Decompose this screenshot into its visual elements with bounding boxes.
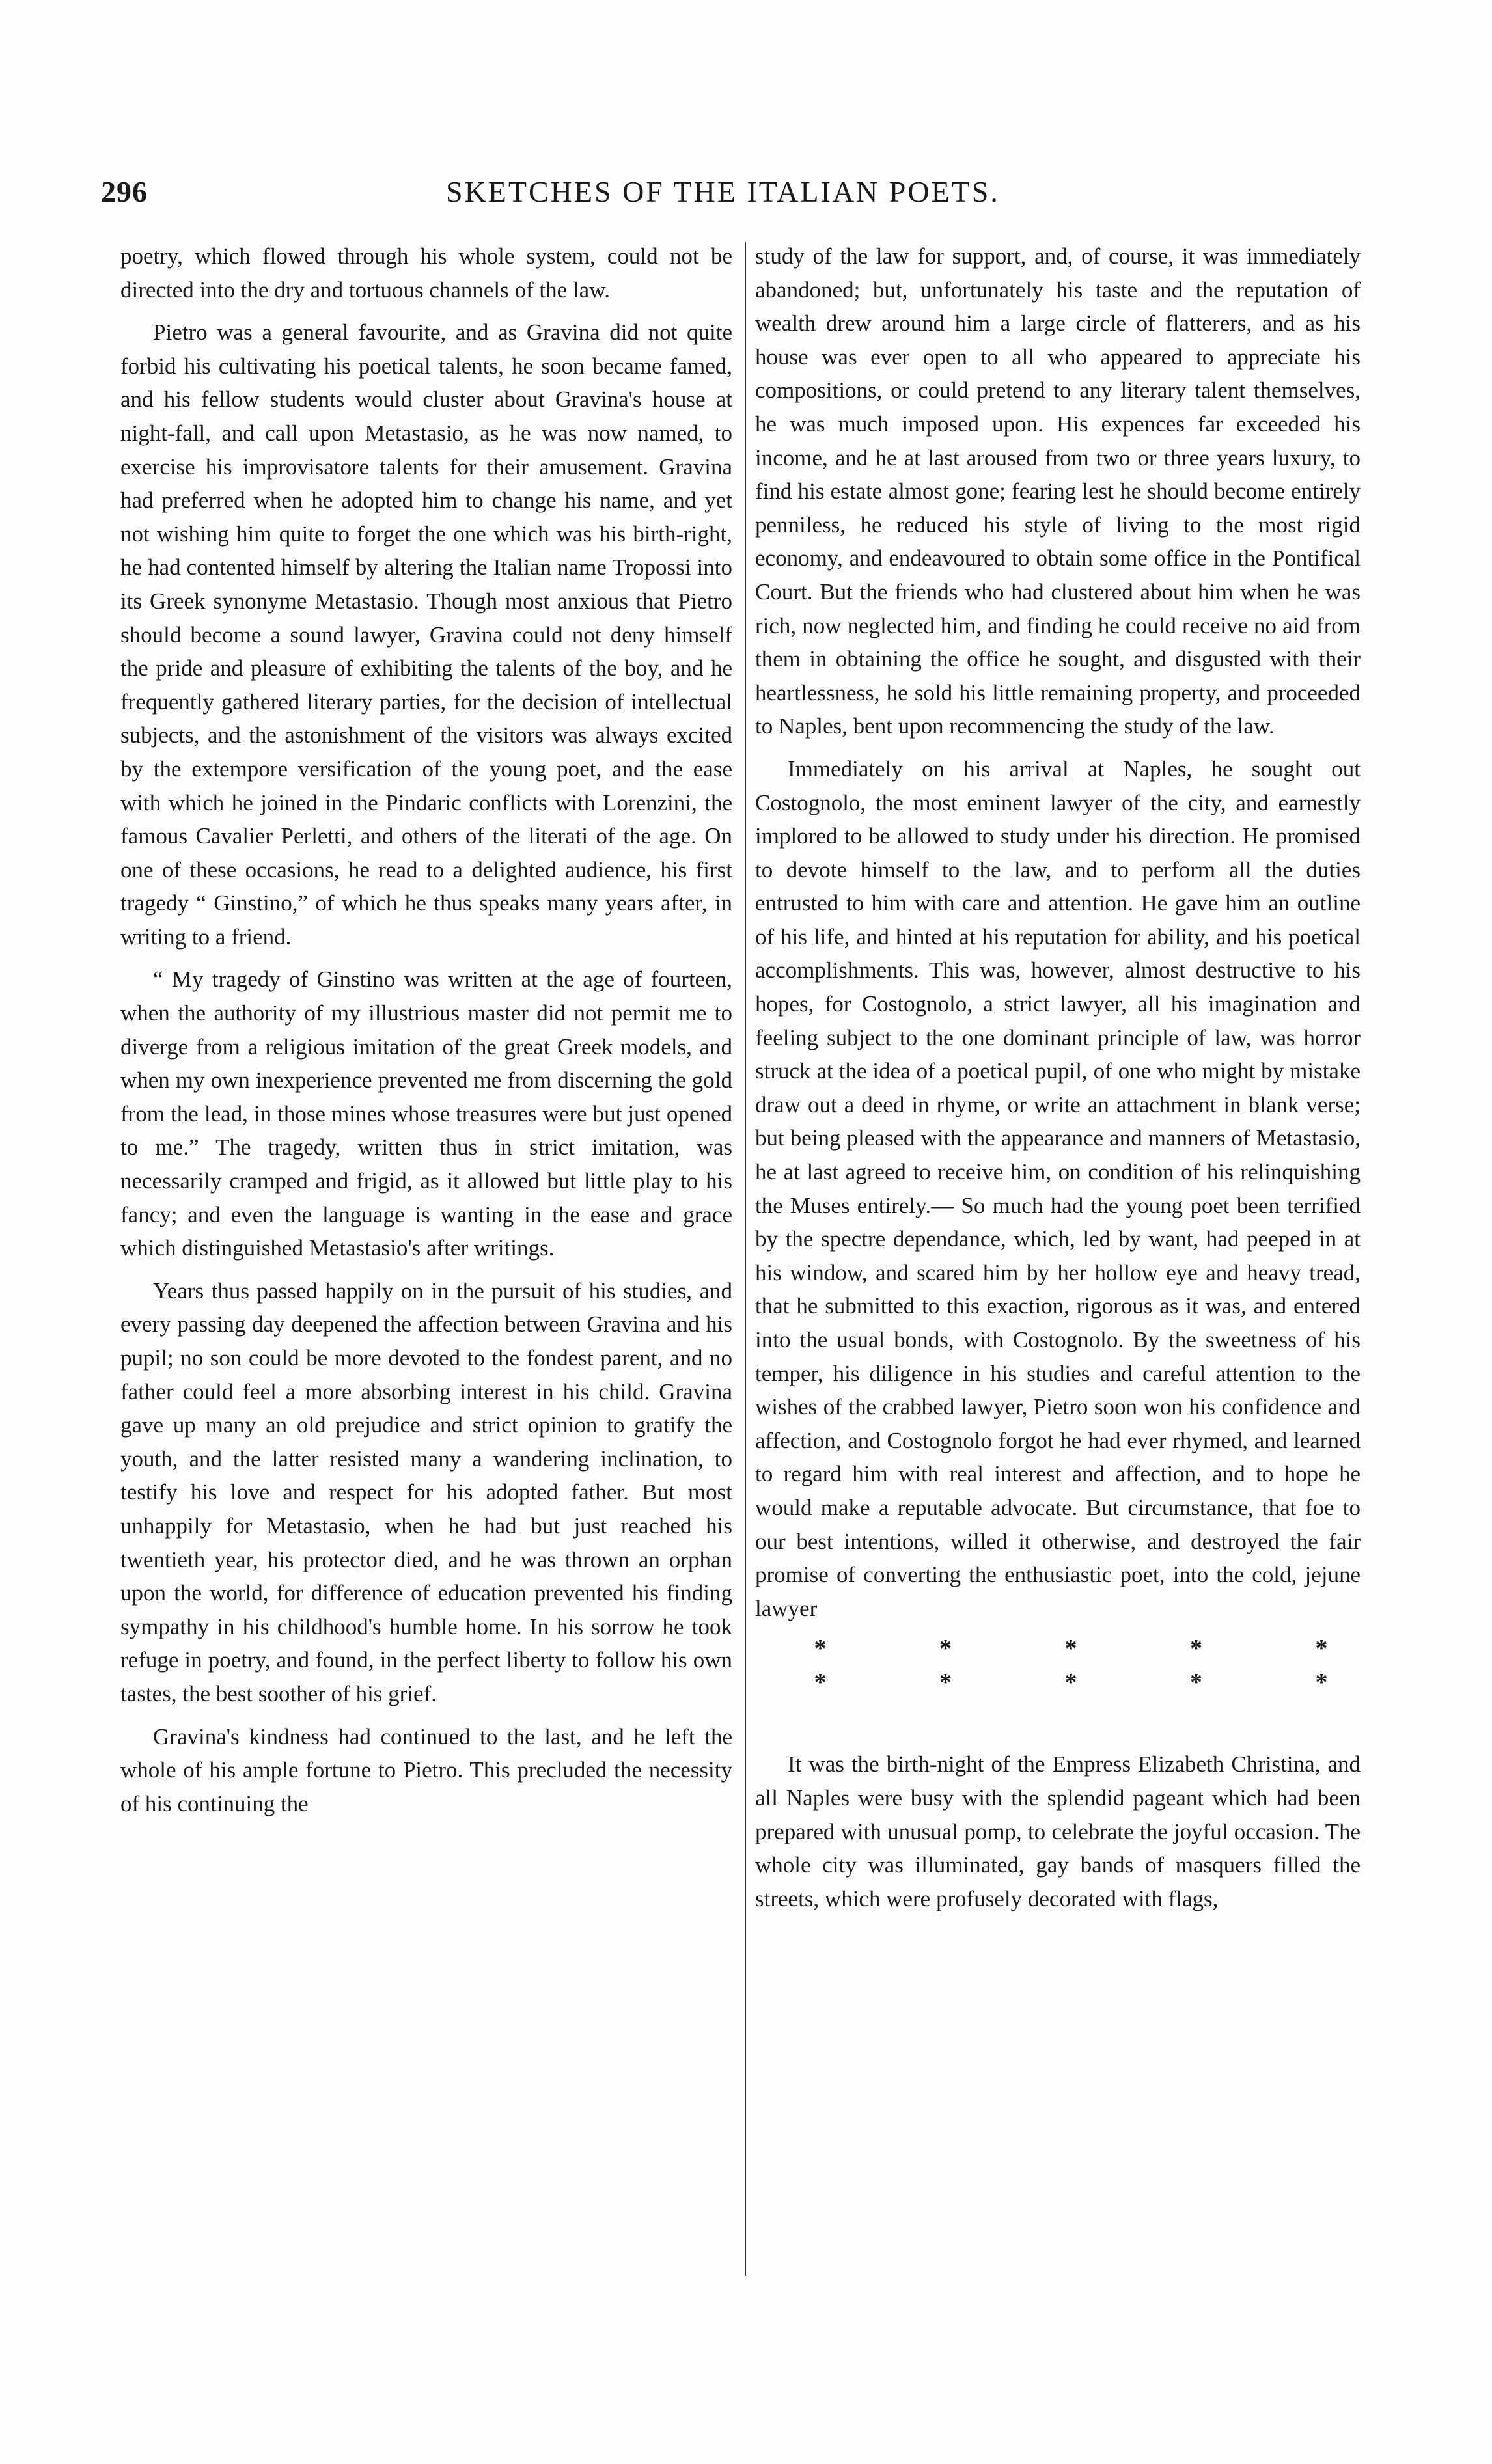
star-separator — [755, 1632, 1361, 1699]
star: * — [1315, 1635, 1328, 1663]
star: * — [1315, 1669, 1328, 1697]
page-header — [101, 174, 1364, 226]
paragraph: It was the birth-night of the Empress Elizabeth Christina, and all Naples were busy with the splendid pageant which had been prepared with unusual pomp, to celebrate the joyful occasion. The whole city was illuminated, gay bands of masquers filled the streets, which were profusely decorated with flags, — [755, 1751, 1361, 1911]
star: * — [939, 1669, 952, 1697]
column-divider — [745, 242, 746, 2276]
left-column — [120, 240, 732, 1820]
page-number: 296 — [101, 175, 148, 208]
star-row — [755, 1632, 1361, 1665]
right-column — [755, 240, 1361, 1915]
star: * — [1190, 1635, 1202, 1663]
paragraph: Gravina's kindness had continued to the last, and he left the whole of his ample fortune to Pietro. This precluded the necessity of his continuing the — [120, 1723, 732, 1816]
star: * — [814, 1669, 827, 1697]
paragraph: study of the law for support, and, of course, it was immediately abandoned; but, unfortunately his taste and the reputation of wealth drew around him a large circle of flatterers, and as his house was ever open to all who appeared to appreciate his compositions, or could pretend to any literary talent themselves, he was much imposed upon. His expences far exceeded his income, and he at last aroused from two or three years luxury, to find his estate almost gone; fearing lest he should become entirely penniless, he reduced his style of living to the most rigid economy, and endeavoured to obtain some office in the Pontifical Court. But the friends who had clustered about him when he was rich, now neglected him, and finding he could receive no aid from them in obtaining the office he sought, and disgusted with their heartlessness, he sold his little remaining property, and proceeded to Naples, bent upon recommencing the study of the law. — [755, 243, 1361, 739]
paragraph: “ My tragedy of Ginstino was written at the age of fourteen, when the authority of my illustrious master did not permit me to diverge from a religious imitation of the great Greek models, and when my own inexperience prevented me from discerning the gold from the lead, in those mines whose treasures were but just opened to me.” The tragedy, written thus in strict imitation, was necessarily cramped and frigid, as it allowed but little play to his fancy; and even the language is wanting in the ease and grace which distinguished Metastasio's after writings. — [120, 966, 732, 1261]
star: * — [939, 1635, 952, 1663]
star: * — [1064, 1669, 1077, 1697]
star: * — [1064, 1635, 1077, 1663]
paragraph: Immediately on his arrival at Naples, he sought out Costognolo, the most eminent lawyer of the city, and earnestly implored to be allowed to study under his direction. He promised to devote himself to the law, and to perform all the duties entrusted to him with care and attention. He gave him an outline of his life, and hinted at his reputation for ability, and his poetical accomplishments. This was, however, almost destructive to his hopes, for Costognolo, a strict lawyer, all his imagination and feeling subject to the one dominant principle of law, was horror struck at the idea of a poetical pupil, of one who might by mistake draw out a deed in rhyme, or write an attachment in blank verse; but being pleased with the appearance and manners of Metastasio, he at last agreed to receive him, on condition of his relinquishing the Muses entirely.— So much had the young poet been terrified by the spectre dependance, which, led by want, had peeped in at his window, and scared him by her hollow eye and heavy tread, that he submitted to this exaction, rigorous as it was, and entered into the usual bonds, with Costognolo. By the sweetness of his temper, his diligence in his studies and careful attention to the wishes of the crabbed lawyer, Pietro soon won his confidence and affection, and Costognolo forgot he had ever rhymed, and learned to regard him with real interest and affection, and to hope he would make a reputable advocate. But circumstance, that foe to our best intentions, willed it otherwise, and destroyed the fair promise of converting the enthusiastic poet, into the cold, jejune lawyer — [755, 756, 1361, 1621]
paragraph: poetry, which flowed through his whole system, could not be directed into the dry and tortuous channels of the law. — [120, 243, 732, 303]
running-title: SKETCHES OF THE ITALIAN POETS. — [446, 175, 1000, 208]
section-gap — [755, 1699, 1361, 1738]
star: * — [1190, 1669, 1202, 1697]
star: * — [814, 1635, 827, 1663]
star-row — [755, 1665, 1361, 1699]
paragraph: Years thus passed happily on in the pursuit of his studies, and every passing day deepened the affection between Gravina and his pupil; no son could be more devoted to the fondest parent, and no father could feel a more absorbing interest in his child. Gravina gave up many an old prejudice and strict opinion to gratify the youth, and the latter resisted many a wandering inclination, to testify his love and respect for his adopted father. But most unhappily for Metastasio, when he had but just reached his twentieth year, his protector died, and he was thrown an orphan upon the world, for difference of education prevented his finding sympathy in his childhood's humble home. In his sorrow he took refuge in poetry, and found, in the perfect liberty to follow his own tastes, the best soother of his grief. — [120, 1278, 732, 1706]
paragraph: Pietro was a general favourite, and as Gravina did not quite forbid his cultivating his poetical talents, he soon became famed, and his fellow students would cluster about Gravina's house at night-fall, and call upon Metastasio, as he was now named, to exercise his improvisatore talents for their amusement. Gravina had preferred when he adopted him to change his name, and yet not wishing him quite to forget the one which was his birth-right, he had contented himself by altering the Italian name Tropossi into its Greek synonyme Metastasio. Though most anxious that Pietro should become a sound lawyer, Gravina could not deny himself the pride and pleasure of exhibiting the talents of the boy, and he frequently gathered literary parties, for the decision of intellectual subjects, and the astonishment of the visitors was always excited by the extempore versification of the young poet, and the ease with which he joined in the Pindaric conflicts with Lorenzini, the famous Cavalier Perletti, and others of the literati of the age. On one of these occasions, he read to a delighted audience, his first tragedy “ Ginstino,” of which he thus speaks many years after, in writing to a friend. — [120, 320, 732, 950]
